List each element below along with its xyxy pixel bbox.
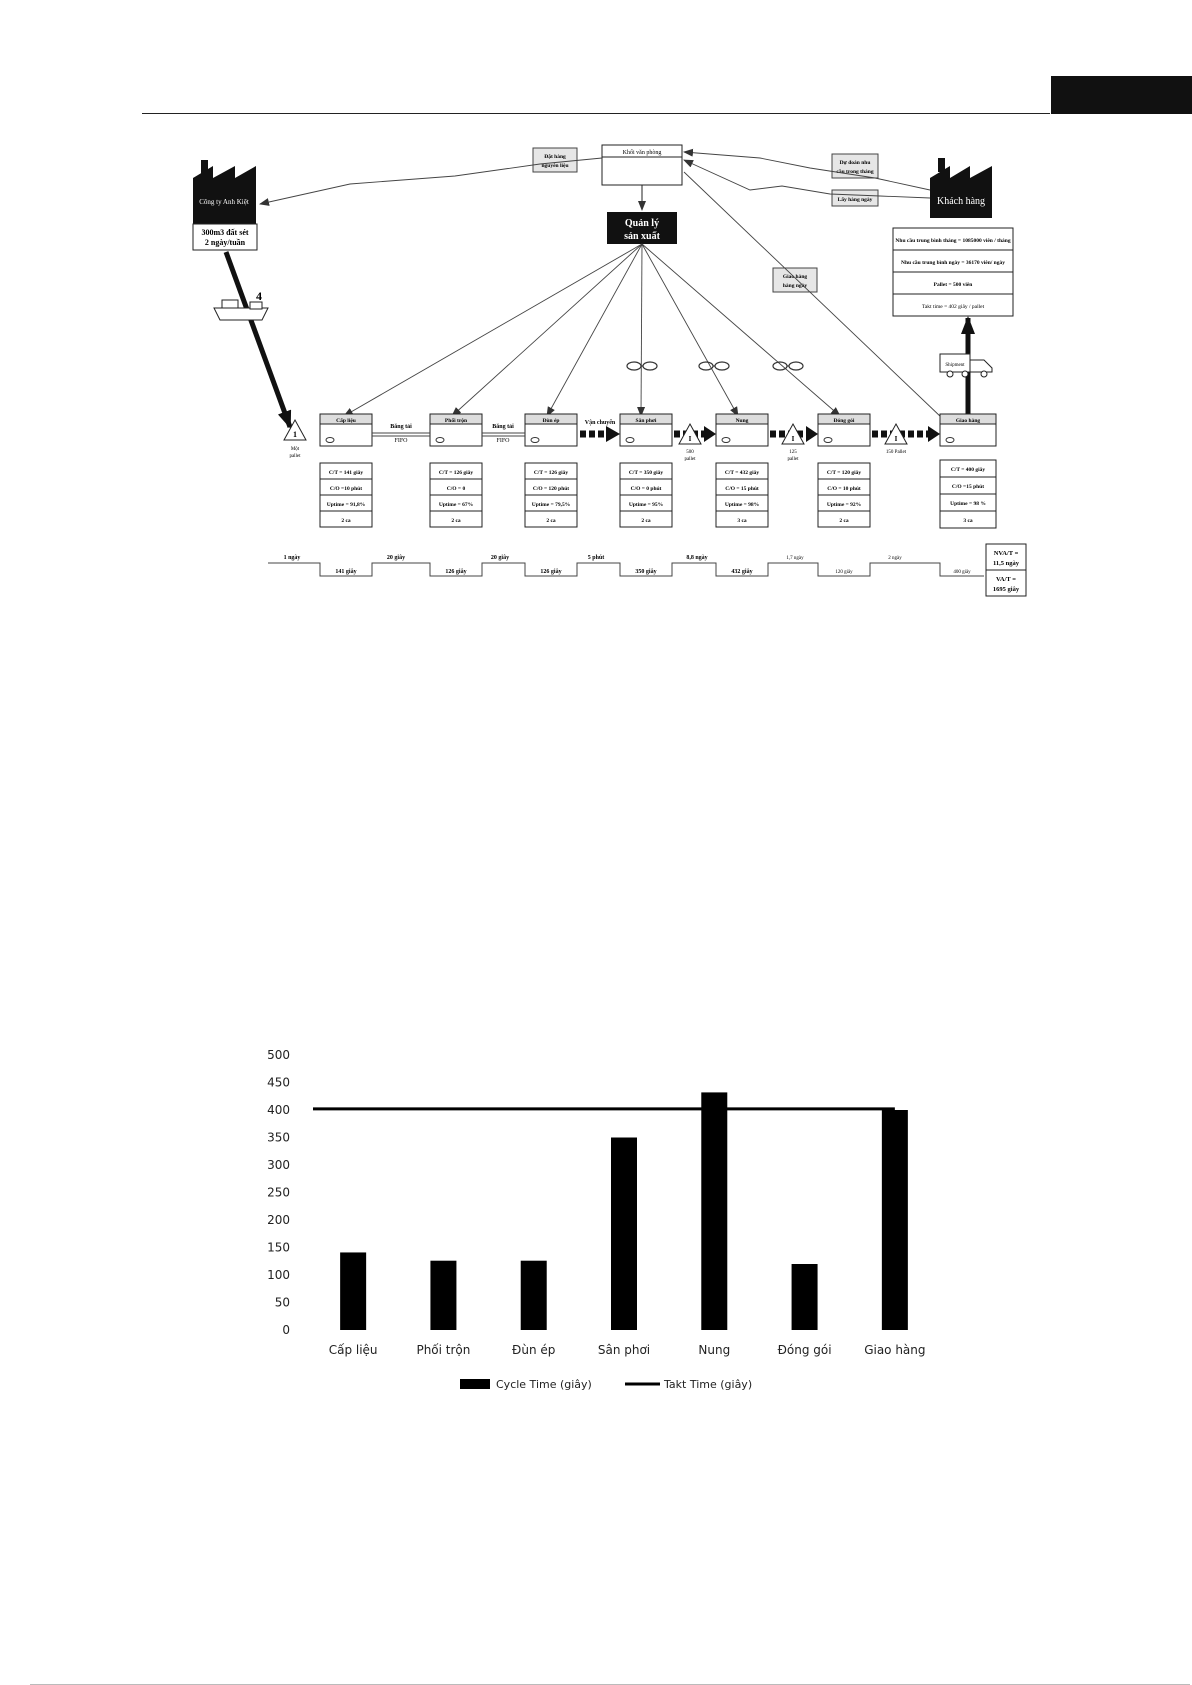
changeover: C/O =10 phút [329,486,363,492]
y-tick-label: 300 [267,1158,290,1172]
uptime: Uptime = 92% [826,502,862,508]
legend-bar-swatch [460,1379,490,1389]
timeline-wait-1: 1 ngày [283,555,301,561]
nva-line2: 11,5 ngày [992,560,1020,567]
shift: 2 ca [341,518,351,524]
x-category-label: Sân phơi [597,1343,651,1357]
push-arrow-3 [872,426,940,442]
cycle-time-chart [250,1040,950,1440]
flow-label-1-line2: FIFO [394,438,408,444]
y-tick-label: 50 [274,1295,290,1310]
x-category-label: Giao hàng [864,1343,926,1357]
first-inventory-value: 1 [293,430,297,439]
order-raw-line1: Đặt hàng [544,154,566,160]
cycle-time-bar [521,1261,547,1330]
customer-requirements [893,228,1013,316]
process-name: Giao hàng [955,418,981,424]
cycle-time-bar [430,1261,456,1330]
process-giao-hang [940,414,996,446]
cycle-time-bar [792,1264,818,1330]
uptime: Uptime = 98% [724,502,760,508]
flow-label-2-line2: FIFO [496,438,510,444]
y-tick-label: 500 [267,1048,290,1062]
forecast-line1: Dự đoán nhu [839,160,871,166]
timeline-ladder [268,563,984,576]
x-category-label: Nung [698,1343,731,1357]
shift: 3 ca [963,518,973,524]
ship-daily-line1: Giao hàng [782,274,808,280]
ship-number: 4 [256,289,262,303]
data-box-cap-lieu [320,463,372,527]
data-box-dong-goi [818,463,870,527]
process-san-phoi [620,414,672,446]
timeline-wait-4: 5 phút [587,555,605,561]
cycle-time: C/T = 126 giây [438,470,474,476]
nva-line1: NVA/T = [993,550,1019,557]
process-name: Cấp liệu [336,418,356,424]
legend-takt-time: Takt Time (giây) [664,1378,753,1391]
process-name: Đóng gói [833,418,855,424]
production-control-line1: Quản lý [624,218,660,229]
inventory-value: I [791,435,795,443]
order-raw-line2: nguyên liệu [541,163,569,169]
changeover: C/O = 0 [446,486,466,492]
process-nung [716,414,768,446]
data-box-phoi-tron [430,463,482,527]
timeline-process-6: 120 giây [835,570,853,575]
truck-label: Shipment [945,363,965,368]
process-name: Nung [735,418,749,424]
x-category-label: Cấp liệu [328,1343,378,1357]
go-see-icon [627,362,803,370]
x-category-label: Phối trộn [416,1343,471,1357]
supplier-delivery-arrow [226,252,290,427]
inventory-value: I [894,435,898,443]
production-control-lines [344,244,840,416]
timeline-wait-2: 20 giây [386,555,406,561]
timeline-process-7: 400 giây [953,570,971,575]
x-category-label: Đóng gói [777,1343,832,1357]
fifo-lane-1 [372,424,430,444]
shift: 2 ca [451,518,461,524]
requirement-pallet: Pallet = 500 viên [933,282,973,288]
cycle-time: C/T = 120 giây [826,470,862,476]
changeover: C/O = 10 phút [827,486,861,492]
customer-name: Khách hàng [936,196,986,207]
cycle-time-bar [701,1092,727,1330]
process-name: Phối trộn [444,418,468,424]
timeline-wait-5: 8,8 ngày [686,555,708,561]
ship-daily-line2: hàng ngày [782,283,808,289]
y-tick-label: 350 [267,1130,290,1145]
daily-order-label: Lấy hàng ngày [837,197,873,203]
inventory-label1: 125 [789,450,797,455]
x-category-label: Đùn ép [512,1343,556,1357]
cycle-time: C/T = 141 giây [328,470,364,476]
va-line2: 1695 giây [992,586,1020,593]
changeover: C/O =15 phút [951,484,985,490]
shift: 2 ca [839,518,849,524]
ship-icon [214,300,268,320]
first-inventory-label1: Một [290,447,300,452]
production-control-line2: sản xuất [624,231,660,242]
process-dong-goi [818,414,870,446]
supplier-factory-icon [193,160,256,232]
requirement-daily: Nhu cầu trung bình ngày = 36170 viên/ ngày [901,260,1005,266]
timeline-process-4: 350 giây [635,569,657,575]
forecast-line2: cầu trong tháng [836,169,874,175]
inventory-label2: pallet [684,457,696,462]
office-label: Khối văn phòng [622,150,662,156]
uptime: Uptime = 91,8% [326,502,366,508]
cycle-time: C/T = 350 giây [628,470,664,476]
cycle-time-bar [340,1252,366,1330]
cycle-time: C/T = 126 giây [533,470,569,476]
process-dun-ep [525,414,577,446]
y-tick-label: 450 [267,1075,290,1090]
customer-factory-icon [930,158,992,218]
data-box-giao-hang [940,460,996,528]
inventory-label1: 150 Pallet [885,450,907,455]
supplier-name: Công ty Anh Kiệt [199,198,249,206]
requirement-takt: Takt time = 402 giây / pallet [921,304,985,310]
y-tick-label: 250 [267,1185,290,1200]
timeline-process-1: 141 giây [335,569,357,575]
uptime: Uptime = 98 % [950,501,986,507]
inventory-label1: 500 [686,450,694,455]
legend-cycle-time: Cycle Time (giây) [496,1378,592,1391]
inventory-san-phoi [679,424,701,462]
shift: 3 ca [737,518,747,524]
value-stream-map [0,0,1192,640]
y-tick-label: 400 [267,1103,290,1117]
timeline-process-3: 126 giây [540,569,562,575]
va-line1: VA/T = [996,576,1016,583]
timeline-process-2: 126 giây [445,569,467,575]
timeline-wait-6: 1,7 ngày [786,556,804,561]
inventory-value: I [688,435,692,443]
process-name: Đùn ép [542,418,560,424]
changeover: C/O = 120 phút [532,486,570,492]
changeover: C/O = 0 phút [630,486,662,492]
inventory-dong-goi [885,424,907,455]
requirement-monthly: Nhu cầu trung bình tháng = 1085000 viên / tháng [895,238,1011,244]
cycle-time: C/T = 432 giây [724,470,760,476]
cycle-time-bar [882,1110,908,1330]
timeline-process-5: 432 giây [731,569,753,575]
cycle-time-bar [611,1138,637,1331]
uptime: Uptime = 79,5% [531,502,571,508]
first-inventory-label2: pallet [289,454,301,459]
data-box-san-phoi [620,463,672,527]
y-tick-label: 100 [267,1268,290,1282]
inventory-label2: pallet [787,457,799,462]
cycle-time: C/T = 400 giây [950,467,986,473]
flow-label-2-line1: Băng tải [492,424,514,430]
data-box-dun-ep [525,463,577,527]
process-cap-lieu [320,414,372,446]
y-tick-label: 150 [267,1240,290,1255]
flow-label-1-line1: Băng tải [390,424,412,430]
supplier-info-line1: 300m3 đất sét [201,228,249,237]
flow-label-3-line1: Vận chuyển [584,420,616,426]
uptime: Uptime = 95% [628,502,664,508]
supplier-info-line2: 2 ngày/tuần [204,238,246,247]
shift: 2 ca [641,518,651,524]
inventory-nung [782,424,804,462]
changeover: C/O = 15 phút [725,486,759,492]
push-arrow-transport [580,419,620,442]
data-box-nung [716,463,768,527]
fifo-lane-2 [482,424,525,444]
y-tick-label: 0 [282,1323,290,1337]
timeline-wait-3: 20 giây [490,555,510,561]
lead-time-totals [986,544,1026,596]
timeline-wait-7: 2 ngày [888,556,902,561]
shift: 2 ca [546,518,556,524]
y-tick-label: 200 [267,1213,290,1227]
process-name: Sân phơi [635,418,657,424]
process-phoi-tron [430,414,482,446]
uptime: Uptime = 67% [438,502,474,508]
